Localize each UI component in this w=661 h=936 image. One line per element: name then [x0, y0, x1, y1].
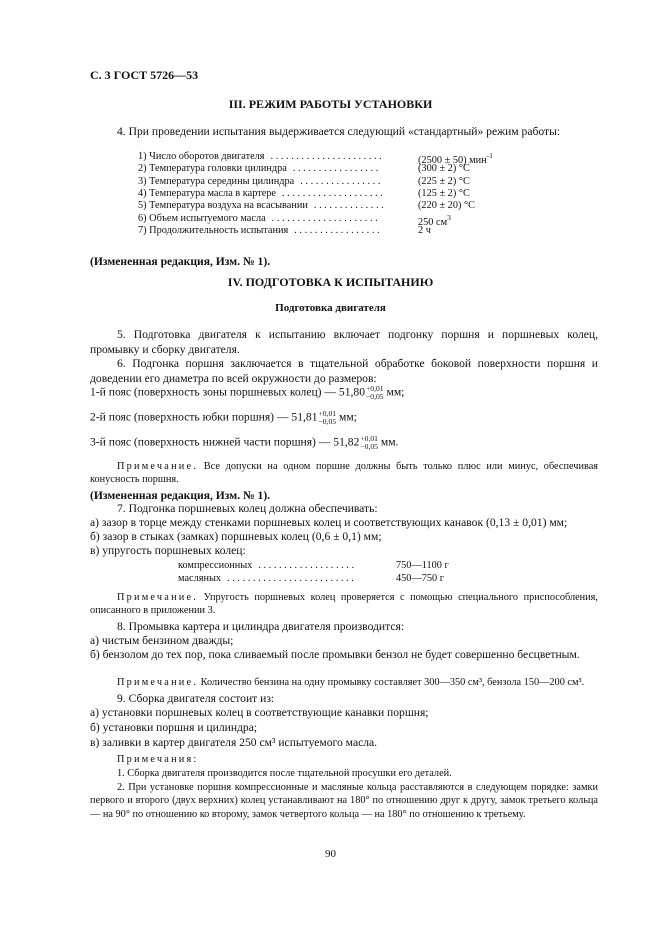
section-4-title: IV. ПОДГОТОВКА К ИСПЫТАНИЮ	[227, 275, 434, 289]
section-3-title: III. РЕЖИМ РАБОТЫ УСТАНОВКИ	[228, 97, 433, 111]
regime-row-leader: .....................	[271, 212, 381, 224]
regime-row-value	[418, 176, 470, 187]
paragraph-8: 8. Промывка картера и цилиндра двигателя производится:	[117, 620, 405, 633]
note-2-label: Примечание.	[117, 592, 199, 603]
regime-row	[138, 213, 266, 224]
regime-row-label: 5) Температура воздуха на всасывании	[138, 200, 308, 212]
tolerance-lower: −0,05	[360, 442, 378, 451]
notes-item-1: 1. Сборка двигателя производится после тщательной просушки его деталей.	[117, 768, 452, 779]
piston-belt-text: 3-й пояс (поверхность нижней части поршня) — 51,82	[90, 435, 360, 449]
note-2	[90, 591, 598, 618]
note-1-label: Примечание.	[117, 461, 199, 472]
page-number: 90	[325, 848, 336, 860]
piston-belt-row	[90, 385, 404, 401]
regime-row-label: 3) Температура середины цилиндра	[138, 175, 295, 187]
piston-belt-unit: мм;	[336, 410, 357, 424]
tolerance-lower: −0,05	[366, 392, 384, 401]
note-3	[90, 676, 598, 689]
regime-row-leader: .................	[292, 163, 381, 175]
regime-row-value-text: (220 ± 20) °С	[418, 200, 475, 212]
paragraph-8b: б) бензолом до тех пор, пока сливаемый после промывки бензол не будет совершенно бесцветным.	[90, 648, 580, 661]
tolerance-upper: +0,01	[318, 409, 337, 418]
regime-row	[138, 225, 288, 236]
piston-belt-row	[90, 410, 357, 426]
regime-row	[138, 200, 308, 211]
notes-heading	[90, 753, 598, 766]
ring-row-value: 750—1100 г	[396, 560, 449, 571]
tolerance-stack	[360, 435, 378, 451]
regime-row-label: 6) Объем испытуемого масла	[138, 212, 266, 224]
ring-row-label: масляных	[178, 573, 222, 584]
regime-row-leader: ................	[300, 175, 384, 187]
edit-note-2: (Измененная редакция, Изм. № 1).	[90, 489, 271, 502]
piston-belt-unit: мм;	[383, 385, 405, 399]
note-2-text: Упругость поршневых колец проверяется с помощью специального приспособления, описанного в приложении 3.	[90, 592, 598, 617]
regime-row	[138, 188, 276, 199]
regime-row-value-text: (2500 ± 50) мин	[418, 155, 487, 166]
notes-item-2: 2. При установке поршня компрессионные и масляные кольца расставляются в следующем порядке: замки первого и второго (двух верхних) колец устанавливают на 180° по отношению друг к другу, замок третьего кольца — на 90° по отношению ко второму, замок четвертого кольца — на 180° по отношению к третьему.	[90, 782, 598, 820]
tolerance-lower: −0,05	[318, 417, 337, 426]
note-3-label: Примечание.	[117, 677, 199, 688]
notes-label: Примечания:	[117, 754, 199, 765]
piston-belt-text: 2-й пояс (поверхность юбки поршня) — 51,81	[90, 410, 318, 424]
note-3-text: Количество бензина на одну промывку составляет 300—350 см³, бензола 150—200 см³.	[198, 677, 585, 688]
regime-row-leader: ....................	[282, 187, 386, 199]
regime-row-value	[418, 225, 431, 236]
regime-row-label: 4) Температура масла в картере	[138, 187, 276, 199]
page-header: С. 3 ГОСТ 5726—53	[90, 68, 199, 82]
regime-row-leader: .................	[294, 224, 383, 236]
note-1-text: Все допуски на одном поршне должны быть только плюс или минус, обеспечивая конусность поршня.	[90, 461, 598, 486]
regime-row	[138, 151, 265, 162]
paragraph-8a: а) чистым бензином дважды;	[90, 634, 234, 647]
ring-row-value: 450—750 г	[396, 573, 444, 584]
piston-belt-row	[90, 435, 398, 451]
regime-row-value-text: (300 ± 2) °С	[418, 163, 470, 175]
paragraph-7: 7. Подгонка поршневых колец должна обеспечивать:	[117, 502, 378, 515]
regime-row-value-text: (125 ± 2) °С	[418, 187, 470, 199]
regime-row-leader: ......................	[270, 151, 385, 162]
paragraph-7b: б) зазор в стыках (замках) поршневых колец (0,6 ± 0,1) мм;	[90, 530, 382, 543]
note-1	[90, 460, 598, 487]
section-4-subtitle: Подготовка двигателя	[275, 302, 386, 314]
regime-row	[138, 163, 287, 174]
tolerance-upper: +0,01	[360, 434, 378, 443]
regime-row-value-text: (225 ± 2) °С	[418, 175, 470, 187]
ring-row-leader: ...................	[258, 560, 357, 571]
regime-row-value	[418, 200, 475, 211]
regime-row-unit-exponent: -1	[486, 151, 493, 160]
paragraph-7c: в) упругость поршневых колец:	[90, 544, 246, 557]
piston-belt-text: 1-й пояс (поверхность зоны поршневых колец) — 51,80	[90, 385, 366, 399]
ring-row-label: компрессионных	[178, 560, 253, 571]
regime-row-value-text: 250 см	[418, 216, 448, 228]
regime-row-unit-exponent: 3	[447, 212, 451, 222]
edit-note-1: (Измененная редакция, Изм. № 1).	[90, 255, 271, 268]
tolerance-stack	[319, 410, 337, 426]
regime-row-label: 1) Число оборотов двигателя	[138, 151, 265, 162]
regime-row-label: 7) Продолжительность испытания	[138, 224, 289, 236]
paragraph-6: 6. Подгонка поршня заключается в тщательной обработке боковой поверхности поршня и доведении его диаметра по всей окружности до размеров:	[90, 357, 598, 385]
paragraph-7a: а) зазор в торце между стенками поршневых колец и соответствующих канавок (0,13 ± 0,01) мм;	[90, 516, 568, 529]
regime-row-label: 2) Температура головки цилиндра	[138, 163, 287, 175]
regime-row	[138, 176, 294, 187]
regime-row-value	[418, 188, 470, 199]
paragraph-9: 9. Сборка двигателя состоит из:	[117, 692, 275, 705]
regime-row-value	[418, 163, 470, 174]
regime-row-leader: ..............	[313, 200, 387, 212]
paragraph-9b: б) установки поршня и цилиндра;	[90, 721, 258, 734]
regime-row-value-text: 2 ч	[418, 224, 431, 236]
paragraph-4: 4. При проведении испытания выдерживается следующий «стандартный» режим работы:	[117, 125, 561, 138]
tolerance-stack	[366, 385, 384, 401]
paragraph-9c: в) заливки в картер двигателя 250 см³ испытуемого масла.	[90, 736, 378, 749]
tolerance-upper: +0,01	[366, 384, 384, 393]
paragraph-9a: а) установки поршневых колец в соответствующие канавки поршня;	[90, 706, 429, 719]
paragraph-5: 5. Подготовка двигателя к испытанию включает подгонку поршня и поршневых колец, промывку и сборку двигателя.	[90, 328, 598, 356]
piston-belt-unit: мм.	[377, 435, 399, 449]
ring-row-leader: .........................	[227, 573, 357, 584]
